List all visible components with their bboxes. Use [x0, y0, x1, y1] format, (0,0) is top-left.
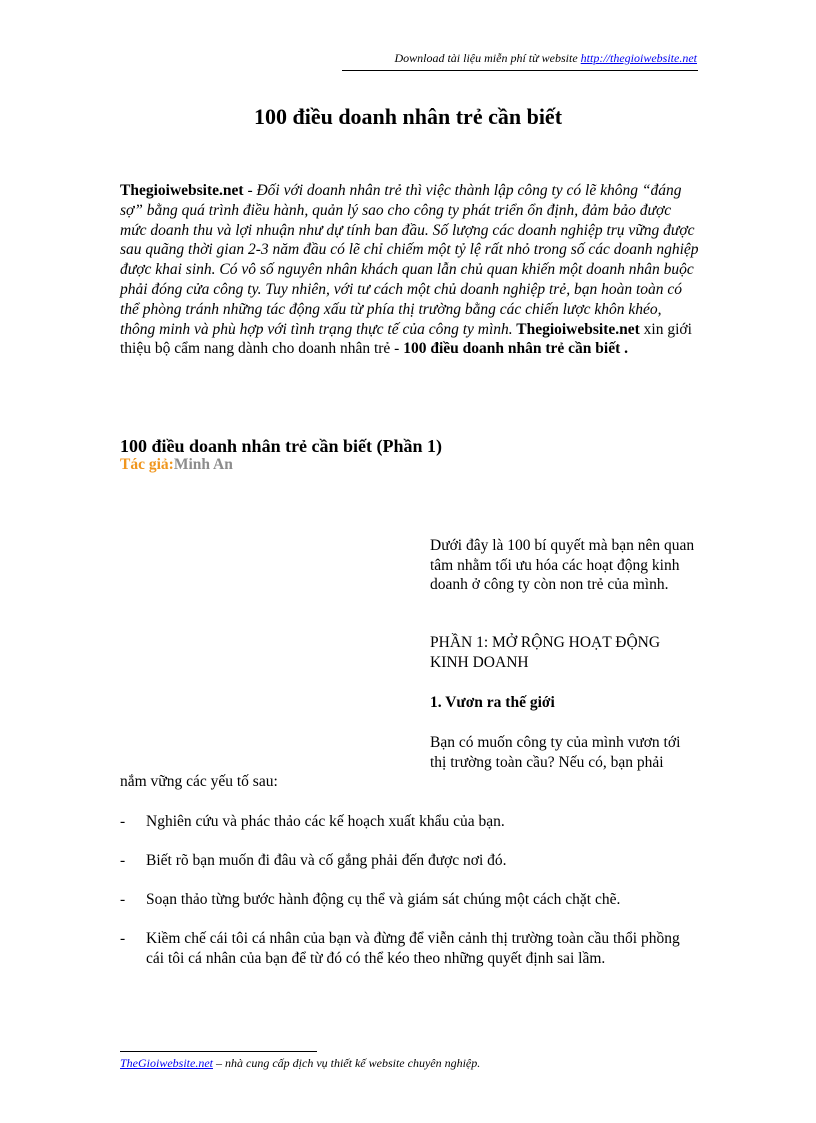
part-heading — [430, 633, 698, 672]
author-line — [120, 456, 233, 474]
list-dash: - — [120, 929, 126, 947]
body-continuation: nắm vững các yếu tố sau: — [120, 773, 278, 790]
author-name: Minh An — [173, 456, 233, 473]
intro-tail: 100 điều doanh nhân trẻ cần biết . — [403, 340, 629, 358]
header-link[interactable]: http://thegioiwebsite.net — [580, 51, 697, 65]
list-item — [120, 890, 700, 910]
intro-brand-2: Thegioiwebsite.net — [512, 320, 640, 338]
footer-text: – nhà cung cấp dịch vụ thiết kế website chuyên nghiệp. — [213, 1056, 481, 1070]
intro-paragraph — [120, 181, 700, 359]
list-dash: - — [120, 813, 126, 830]
document-title: 100 điều doanh nhân trẻ cần biết — [253, 104, 563, 129]
list-item-text: Soạn thảo từng bước hành động cụ thể và giám sát chúng một cách chặt chẽ. — [146, 890, 621, 908]
intro-middle: xin giới thiệu bộ cẩm nang dành cho doanh nhân trẻ - — [120, 320, 692, 358]
footer-divider — [120, 1051, 317, 1052]
header-text: Download tài liệu miễn phí từ website — [394, 51, 581, 65]
list-item-text: Biết rõ bạn muốn đi đâu và cố gắng phải đến được nơi đó. — [146, 851, 507, 869]
header-divider — [342, 70, 698, 71]
body-text: Bạn có muốn công ty của mình vươn tới thị trường toàn cầu? Nếu có, bạn phải — [430, 734, 681, 771]
section-title: 100 điều doanh nhân trẻ cần biết (Phần 1) — [120, 436, 443, 456]
list-dash: - — [120, 890, 126, 908]
list-item — [120, 812, 700, 832]
footer-link[interactable]: TheGioiwebsite.net — [120, 1056, 213, 1070]
list-item — [120, 929, 700, 968]
page-footer — [120, 1056, 480, 1071]
bullet-list — [120, 812, 700, 988]
part-heading-text: PHẦN 1: MỞ RỘNG HOẠT ĐỘNG KINH DOANH — [430, 634, 661, 671]
body-paragraph — [430, 733, 698, 772]
body-text: Dưới đây là 100 bí quyết mà bạn nên quan tâm nhằm tối ưu hóa các hoạt động kinh doanh ở công ty còn non trẻ của mình. — [430, 537, 695, 594]
list-item-text: Nghiên cứu và phác thảo các kế hoạch xuất khẩu của bạn. — [146, 813, 505, 830]
intro-brand: Thegioiwebsite.net — [120, 182, 244, 199]
author-label: Tác giả: — [120, 456, 174, 473]
list-item — [120, 851, 700, 871]
page-header — [118, 51, 697, 66]
intro-lead: - Đối với doanh nhân trẻ thì việc thành lập công ty có lẽ không “đáng sợ” bằng quá trình điều hành, quản lý sao cho công ty phát triển ổn định, đảm bảo được mức doanh thu và lợi nhuận như dự tính ban đầu. Số lượng các doanh nghiệp trụ vững được sau quãng thời gian 2-3 năm đầu có lẽ chỉ chiếm một tỷ lệ rất nhỏ trong số các doanh nghiệp được khai sinh. Có vô số nguyên nhân khách quan lẫn chủ quan khiến một doanh nhân buộc phải đóng cửa công ty. Tuy nhiên, với tư cách một chủ doanh nghiệp trẻ, bạn hoàn toàn có thể phòng tránh những tác động xấu từ phía thị trường bằng các chiến lược khôn khéo, thông minh và phù hợp với tình trạng thực tế của công ty mình. — [120, 182, 699, 338]
body-paragraph-intro — [430, 536, 698, 595]
subheading — [430, 693, 698, 713]
list-item-text: Kiềm chế cái tôi cá nhân của bạn và đừng để viễn cảnh thị trường toàn cầu thổi phồng cái tôi cá nhân của bạn để từ đó có thể kéo theo những quyết định sai lầm. — [146, 929, 680, 967]
subheading-text: 1. Vươn ra thế giới — [430, 694, 555, 711]
list-dash: - — [120, 851, 126, 869]
